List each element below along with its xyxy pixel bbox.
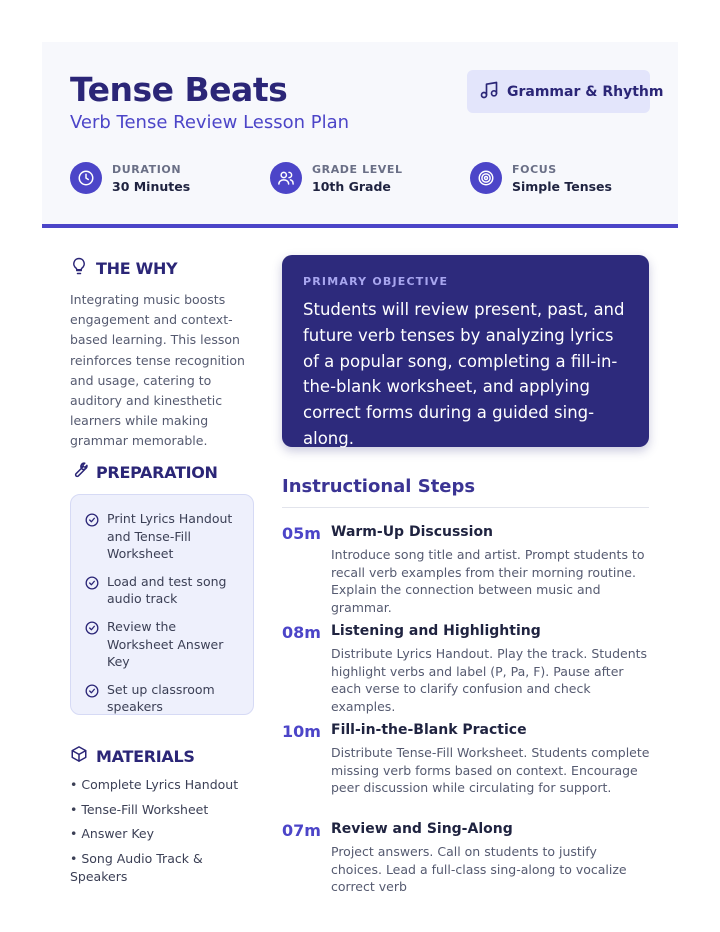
step-title: Review and Sing-Along (331, 821, 513, 837)
step-description: Introduce song title and artist. Prompt students to recall verb examples from their morning routine. Explain the connection between music and grammar. (331, 547, 645, 615)
preparation-heading (70, 461, 218, 483)
checklist-item-text: Review the Worksheet Answer Key (107, 618, 224, 670)
step-title: Warm-Up Discussion (331, 524, 494, 540)
page-title: Tense Beats (70, 70, 288, 109)
step-title: Listening and Highlighting (331, 623, 541, 639)
step-duration: 08m (282, 623, 321, 642)
checklist-item (85, 573, 243, 608)
meta-duration (70, 162, 190, 194)
meta-label: DURATION (112, 162, 182, 176)
objective-card (282, 255, 649, 447)
materials-heading (70, 745, 195, 767)
check-circle-icon (85, 683, 99, 716)
checklist-item-text: Load and test song audio track (107, 573, 227, 607)
clock-icon (70, 162, 102, 194)
preparation-heading-text: PREPARATION (96, 462, 218, 482)
step-description: Project answers. Call on students to justify choices. Lead a full-class sing-along to vocalize correct verb (331, 844, 627, 895)
step-description: Distribute Lyrics Handout. Play the track. Students highlight verbs and label (P, Pa, F). Pause after each verse to clarify confusion and check examples. (331, 646, 648, 714)
preparation-checklist (70, 494, 254, 715)
why-heading (70, 257, 177, 279)
target-icon (470, 162, 502, 194)
list-item: • Tense-Fill Worksheet (70, 801, 209, 817)
topic-tag-label: Grammar & Rhythm (507, 83, 664, 100)
lightbulb-icon (70, 257, 88, 279)
list-item: • Song Audio Track & Speakers (70, 850, 203, 884)
header (42, 42, 678, 228)
meta-value: 10th Grade (312, 178, 391, 194)
checklist-item (85, 618, 243, 671)
meta-value: Simple Tenses (512, 178, 612, 194)
checklist-item (85, 681, 243, 716)
users-icon (270, 162, 302, 194)
check-circle-icon (85, 620, 99, 671)
meta-grade-level (270, 162, 403, 194)
divider (282, 507, 649, 508)
checklist-item (85, 510, 243, 563)
materials-list (70, 776, 260, 892)
wrench-icon (70, 461, 88, 483)
step-duration: 05m (282, 524, 321, 543)
step-description: Distribute Tense-Fill Worksheet. Students complete missing verb forms based on context. Encourage peer discussion while circulating for support. (331, 745, 650, 796)
steps-heading: Instructional Steps (282, 476, 476, 497)
page-subtitle: Verb Tense Review Lesson Plan (70, 112, 350, 133)
lesson-plan-page (42, 42, 678, 932)
meta-value: 30 Minutes (112, 178, 191, 194)
step-title: Fill-in-the-Blank Practice (331, 722, 527, 738)
check-circle-icon (85, 512, 99, 563)
box-icon (70, 745, 88, 767)
check-circle-icon (85, 575, 99, 608)
meta-label: GRADE LEVEL (312, 162, 403, 176)
checklist-item-text: Set up classroom speakers (107, 681, 215, 715)
why-heading-text: THE WHY (96, 258, 178, 278)
list-item: • Complete Lyrics Handout (70, 777, 239, 792)
objective-text: Students will review present, past, and future verb tenses by analyzing lyrics of a popular song, completing a fill-in-the-blank worksheet, and applying correct forms during a guided sing-along. (303, 300, 625, 448)
meta-label: FOCUS (512, 162, 557, 176)
list-item: • Answer Key (70, 826, 155, 842)
step-duration: 10m (282, 722, 321, 741)
checklist-item-text: Print Lyrics Handout and Tense-Fill Worksheet (107, 511, 233, 562)
objective-label: PRIMARY OBJECTIVE (303, 275, 449, 288)
topic-tag (467, 70, 664, 113)
step-duration: 07m (282, 821, 321, 840)
materials-heading-text: MATERIALS (96, 746, 195, 766)
music-note-icon (479, 80, 499, 104)
meta-focus (470, 162, 612, 194)
why-body: Integrating music boosts engagement and context-based learning. This lesson reinforces tense recognition and usage, catering to auditory and kinesthetic learners while making grammar memorable. (70, 292, 245, 449)
